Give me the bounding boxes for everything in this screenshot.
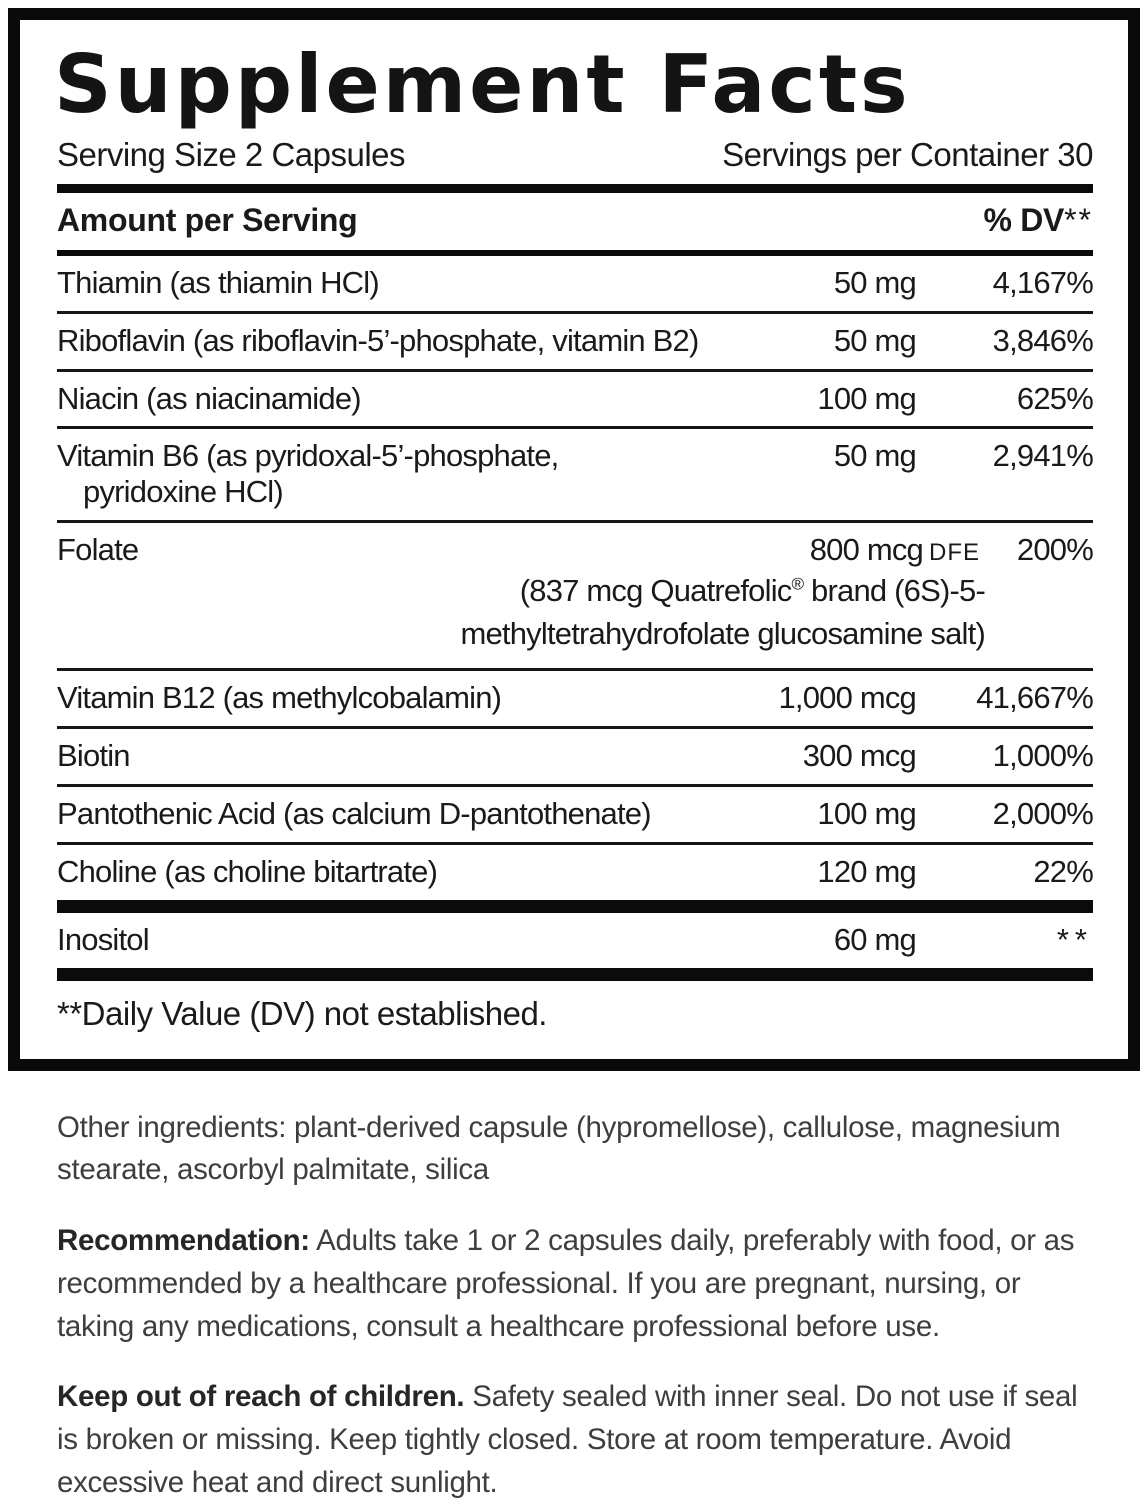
- nutrient-name: Vitamin B6 (as pyridoxal-5’-phosphate, pyridoxine HCl): [57, 438, 559, 510]
- nutrient-name: Vitamin B12 (as methylcobalamin): [57, 679, 502, 715]
- nutrient-row-vitamin-b6: [57, 429, 1093, 520]
- nutrient-dv: 41,667%: [976, 679, 1093, 715]
- separator-bar-thick: [57, 968, 1093, 981]
- servings-per-container: Servings per Container 30: [722, 135, 1093, 173]
- panel-title: Supplement Facts: [54, 38, 911, 131]
- serving-size: Serving Size 2 Capsules: [57, 135, 406, 173]
- nutrient-dv: 3,846%: [992, 322, 1093, 358]
- separator-bar-thick: [57, 900, 1093, 913]
- nutrient-name: Riboflavin (as riboflavin-5’-phosphate, vitamin B2): [57, 322, 699, 358]
- registered-trademark-symbol: ®: [791, 574, 804, 594]
- nutrient-amount: 800 mcg DFE: [809, 532, 980, 568]
- nutrient-row-pantothenic-acid: [57, 787, 1093, 842]
- nutrient-dv-not-established-marks: **: [1056, 921, 1093, 957]
- nutrient-dv: 1,000%: [992, 737, 1093, 773]
- nutrient-amount: 60 mg: [833, 921, 916, 957]
- nutrient-name: Thiamin (as thiamin HCl): [57, 264, 379, 300]
- other-ingredients-paragraph: Other ingredients: plant-derived capsule (hypromellose), callulose, magnesium stearate, ascorbyl palmitate, silica: [57, 1110, 1061, 1187]
- dfe-unit: DFE: [929, 539, 980, 567]
- nutrient-amount: 120 mg: [817, 853, 916, 889]
- serving-info-row: [57, 136, 1093, 174]
- nutrient-amount: 50 mg: [833, 322, 916, 358]
- folate-note-line2: methyltetrahydrofolate glucosamine salt): [460, 616, 985, 652]
- nutrient-name: Biotin: [57, 737, 130, 773]
- nutrient-name: Inositol: [57, 921, 149, 957]
- nutrient-row-vitamin-b12: [57, 671, 1093, 726]
- nutrient-amount: 50 mg: [833, 438, 916, 474]
- supplementary-info: [57, 1107, 1092, 1505]
- nutrient-amount: 100 mg: [817, 380, 916, 416]
- recommendation-label: Recommendation:: [57, 1224, 310, 1258]
- nutrient-row-biotin: [57, 729, 1093, 784]
- nutrient-name: Pantothenic Acid (as calcium D-pantothenate): [57, 795, 651, 831]
- nutrient-dv: 2,000%: [992, 795, 1093, 831]
- nutrient-row-riboflavin: [57, 314, 1093, 369]
- nutrient-name: Choline (as choline bitartrate): [57, 853, 438, 889]
- daily-value-footnote: **Daily Value (DV) not established.: [57, 994, 547, 1032]
- nutrient-dv: 4,167%: [992, 264, 1093, 300]
- supplement-facts-panel: [8, 8, 1140, 1071]
- nutrient-dv: 22%: [1033, 853, 1093, 889]
- dv-header: % DV**: [983, 201, 1093, 238]
- nutrient-row-niacin: [57, 372, 1093, 427]
- nutrient-amount: 100 mg: [817, 795, 916, 831]
- folate-note-line1: (837 mcg Quatrefolic® brand (6S)-5-: [519, 573, 985, 609]
- folate-source-note: [57, 568, 1093, 668]
- nutrient-dv: 200%: [1016, 532, 1093, 568]
- dv-header-asterisks: **: [1064, 201, 1093, 238]
- nutrient-row-choline: [57, 845, 1093, 900]
- recommendation-paragraph: Recommendation: Adults take 1 or 2 capsules daily, preferably with food, or as recommended by a healthcare professional. If you are pregnant, nursing, or taking any medications, consult a healthcare professional before use.: [57, 1224, 1075, 1343]
- amount-per-serving-header: Amount per Serving: [57, 201, 358, 238]
- nutrient-name: Folate: [57, 532, 139, 568]
- nutrient-amount: 300 mcg: [802, 737, 916, 773]
- separator-bar-thick: [57, 184, 1093, 193]
- nutrient-amount: 50 mg: [833, 264, 916, 300]
- nutrient-amount: 1,000 mcg: [778, 679, 916, 715]
- nutrient-row-inositol: [57, 913, 1093, 968]
- nutrient-row-thiamin: [57, 256, 1093, 311]
- nutrient-row-folate: [57, 523, 1093, 568]
- caution-label: Keep out of reach of children.: [57, 1380, 465, 1414]
- nutrient-dv: 625%: [1016, 380, 1093, 416]
- caution-paragraph: Keep out of reach of children. Safety sealed with inner seal. Do not use if seal is broken or missing. Keep tightly closed. Store at room temperature. Avoid excessive heat and direct sunlight.: [57, 1380, 1078, 1499]
- nutrient-name: Niacin (as niacinamide): [57, 380, 361, 416]
- column-header-row: [57, 193, 1093, 250]
- nutrient-dv: 2,941%: [992, 438, 1093, 474]
